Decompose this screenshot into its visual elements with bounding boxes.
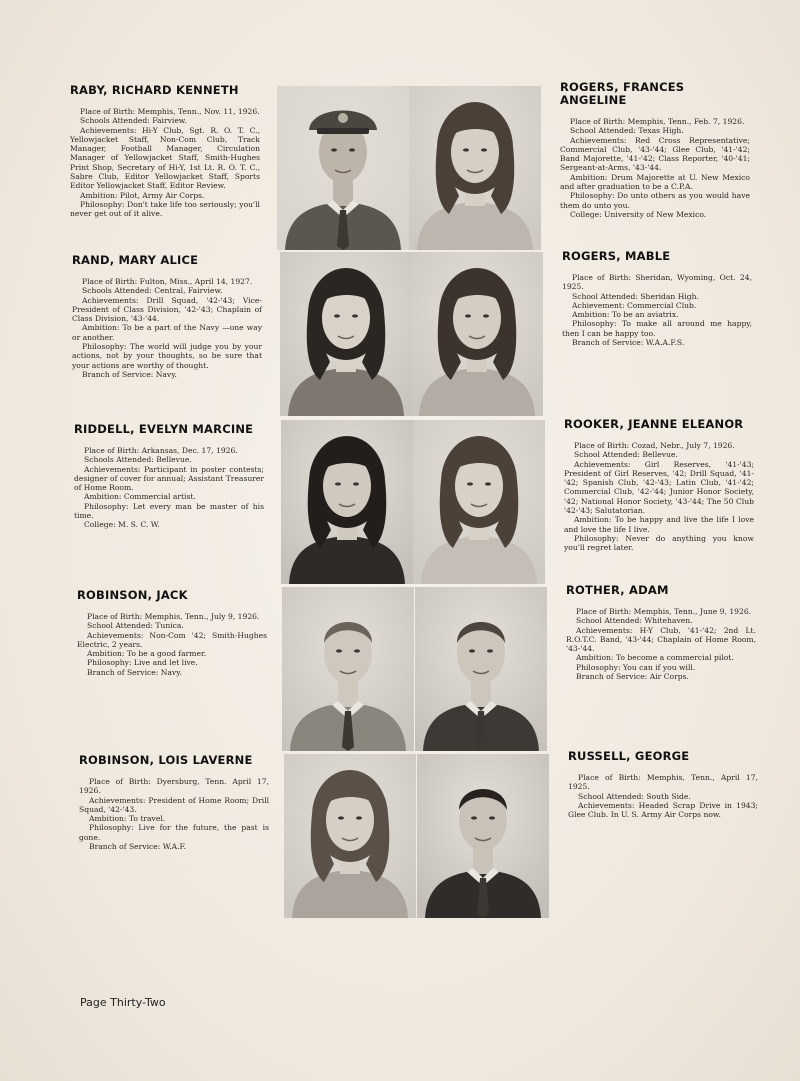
bio-line: Ambition: To be a good farmer. (87, 649, 207, 659)
bio-line: Achievements: Participant in poster contests; designer of cover for annual; Assistant Treasurer of Home Room. (74, 464, 264, 493)
student-bio (566, 607, 756, 681)
bio-line: Branch of Service: W.A.F. (89, 842, 187, 852)
bio-line: Philosophy: Never do anything you know you'll regret later. (564, 533, 754, 553)
bio-line: Place of Birth: Arkansas, Dec. 17, 1926. (84, 446, 238, 455)
portrait-photo (284, 754, 416, 918)
student-name: RUSSELL, GEORGE (568, 749, 690, 763)
bio-line: Branch of Service: Navy. (82, 369, 177, 379)
bio-line: School Attended: Bellevue. (574, 450, 678, 460)
portrait-photo (280, 252, 412, 416)
page-number: Page Thirty-Two (80, 996, 166, 1009)
entry-raby (70, 84, 260, 219)
bio-line: Ambition: Drum Majorette at U. New Mexico and after graduation to be a C.P.A. (560, 172, 750, 192)
student-bio (74, 446, 264, 530)
student-name: ROTHER, ADAM (566, 583, 669, 597)
bio-line: School Attended: Tunica. (87, 621, 184, 631)
portrait-photo (409, 86, 541, 250)
portrait-photo (282, 587, 414, 751)
student-name: RAND, MARY ALICE (72, 253, 199, 267)
bio-line: Achievements: President of Home Room; Drill Squad, '42-'43. (79, 795, 269, 814)
bio-line: Place of Birth: Sheridan, Wyoming, Oct. 24, 1925. (562, 273, 752, 292)
entry-rogers-frances (560, 81, 750, 219)
bio-line: Place of Birth: Cozad, Nebr., July 7, 1926. (574, 441, 735, 450)
student-name: ROBINSON, JACK (77, 588, 188, 602)
bio-line: Philosophy: Live for the future, the past is gone. (79, 823, 269, 842)
bio-line: School Attended: Texas High. (570, 126, 684, 136)
bio-line: Place of Birth: Memphis, Tenn., Feb. 7, 1926. (570, 117, 745, 126)
student-name: ROGERS, MABLE (562, 249, 671, 263)
student-name: ROBINSON, LOIS LAVERNE (79, 753, 253, 767)
student-bio (70, 107, 260, 219)
bio-line: Branch of Service: Air Corps. (576, 672, 689, 682)
bio-line: Ambition: To become a commercial pilot. (576, 653, 734, 663)
student-bio (564, 441, 754, 553)
bio-line: College: M. S. C. W. (84, 520, 160, 530)
bio-line: Ambition: To travel. (89, 814, 166, 824)
bio-line: Achievements: Girl Reserves, '41-'43; President of Girl Reserves, '42; Drill Squad, '41-'42; Spanish Club, '42-'43; Latin Club, '41-'42; Commercial Club, '42-'44; Junior Honor Society, '42; National Honor Society, '43-'44; The 50 Club '42-'43; Salutatorian. (564, 459, 754, 516)
entry-rand (72, 254, 262, 379)
bio-line: Schools Attended: Fairview. (80, 116, 187, 126)
student-bio (562, 273, 752, 347)
bio-line: Place of Birth: Dyersburg, Tenn. April 17, 1926. (79, 777, 269, 796)
bio-line: Ambition: Commercial artist. (84, 492, 196, 502)
student-name: RIDDELL, EVELYN MARCINE (74, 422, 254, 436)
student-bio (79, 777, 269, 851)
entry-riddell (74, 423, 264, 530)
bio-line: Place of Birth: Memphis, Tenn., July 9, 1926. (87, 612, 260, 621)
entry-robinson-jack (77, 589, 267, 677)
bio-line: Schools Attended: Central, Fairview. (82, 286, 223, 296)
bio-line: Schools Attended: Bellevue. (84, 455, 192, 465)
portrait-photo (411, 252, 543, 416)
bio-line: Ambition: Pilot, Army Air Corps. (80, 190, 205, 200)
student-bio (77, 612, 267, 677)
bio-line: Ambition: To be a part of the Navy —one way or another. (72, 323, 262, 342)
bio-line: School Attended: Sheridan High. (572, 291, 699, 301)
bio-line: Philosophy: Don't take life too seriously; you'll never get out of it alive. (70, 199, 260, 219)
bio-line: Place of Birth: Memphis, Tenn., Nov. 11, 1926. (80, 107, 260, 116)
student-bio (560, 117, 750, 219)
bio-line: Ambition: To be an aviatrix. (572, 310, 679, 320)
bio-line: Achievements: Non-Com '42; Smith-Hughes Electric, 2 years. (77, 630, 267, 649)
portrait-photo (281, 420, 413, 584)
bio-line: Philosophy: The world will judge you by your actions, not by your thoughts, so be sure that your actions are worthy of thought. (72, 342, 262, 370)
bio-line: Place of Birth: Memphis, Tenn., April 17, 1925. (568, 773, 758, 792)
student-name: ROGERS, FRANCES ANGELINE (560, 80, 685, 107)
bio-line: Philosophy: Do unto others as you would have them do unto you. (560, 191, 750, 210)
bio-line: School Attended: Whitehaven. (576, 616, 693, 626)
bio-line: Achievements: H-Y Club, '41-'42; 2nd Lt. R.O.T.C. Band, '43-'44; Chaplain of Home Room, '43-'44. (566, 625, 756, 654)
bio-line: Branch of Service: W.A.A.F.S. (572, 338, 685, 348)
bio-line: Philosophy: Let every man be master of his time. (74, 501, 264, 521)
bio-line: Philosophy: To make all around me happy, then I can be happy too. (562, 319, 752, 338)
bio-line: Achievements: Headed Scrap Drive in 1943; Glee Club. In U. S. Army Air Corps now. (568, 800, 758, 820)
bio-line: Branch of Service: Navy. (87, 667, 182, 677)
portrait-photo (415, 587, 547, 751)
bio-line: School Attended: South Side. (578, 791, 691, 801)
student-bio (568, 773, 758, 819)
entry-rogers-mable (562, 250, 752, 347)
student-name: ROOKER, JEANNE ELEANOR (564, 417, 744, 431)
student-name: RABY, RICHARD KENNETH (70, 83, 239, 97)
portrait-photo (417, 754, 549, 918)
entry-rooker (564, 418, 754, 553)
bio-line: Achievements: Red Cross Representative; Commercial Club, '43-'44; Glee Club, '41-'42; Band Majorette, '41-'42; Class Reporter, '40-'41; Sergeant-at-Arms, '43-'44. (560, 135, 750, 173)
bio-line: Philosophy: You can if you will. (576, 662, 696, 672)
bio-line: Place of Birth: Memphis, Tenn., June 9, 1926. (576, 607, 752, 616)
portrait-photo (277, 86, 409, 250)
bio-line: Achievement: Commercial Club. (572, 300, 697, 310)
bio-line: Philosophy: Live and let live. (87, 658, 198, 668)
entry-rother (566, 584, 756, 681)
student-bio (72, 277, 262, 379)
bio-line: Achievements: Hi-Y Club, Sgt. R. O. T. C., Yellowjacket Staff, Non-Com Club, Track Manager, Football Manager, Circulation Manager of Yellowjacket Staff, Smith-Hughes Print Shop, Secretary of Hi-Y, 1st Lt. R. O. T. C., Sabre Club, Editor Yellowjacket Staff, Sports Editor Yellowjacket Staff, Editor Review. (70, 125, 260, 191)
portrait-photo (413, 420, 545, 584)
bio-line: Place of Birth: Fulton, Miss., April 14, 1927. (82, 277, 253, 286)
bio-line: College: University of New Mexico. (570, 209, 707, 219)
entry-russell (568, 750, 758, 819)
bio-line: Ambition: To be happy and live the life I love and love the life I live. (564, 515, 754, 534)
bio-line: Achievements: Drill Squad, '42-'43; Vice-President of Class Division, '42-'43; Chaplain of Class Division, '43-'44. (72, 295, 262, 324)
entry-robinson-lois (79, 754, 269, 851)
